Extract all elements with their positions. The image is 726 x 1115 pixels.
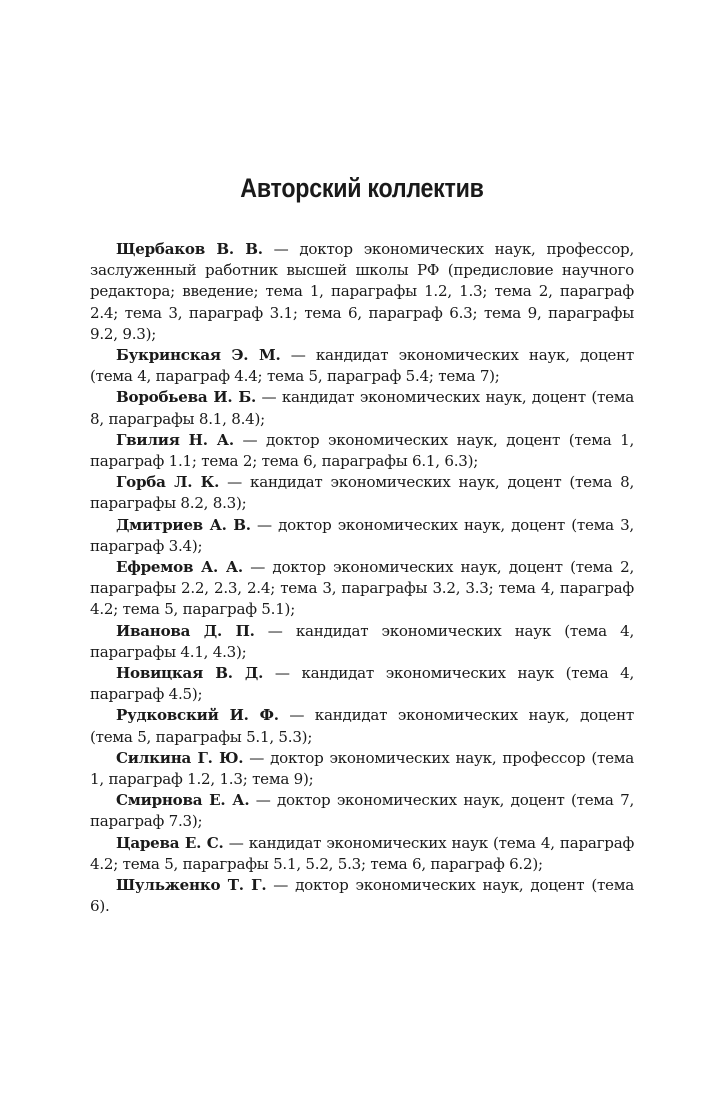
- author-name: Новицкая В. Д.: [116, 664, 264, 683]
- author-description: — кандидат экономических наук, доцент (тема 8, параграфы 8.2, 8.3);: [90, 473, 634, 513]
- author-entry: [90, 557, 634, 621]
- author-entry: [90, 748, 634, 790]
- author-description: — кандидат экономических наук, доцент (тема 5, параграфы 5.1, 5.3);: [90, 706, 635, 746]
- author-description: — кандидат экономических наук, доцент (тема 8, параграфы 8.1, 8.4);: [90, 388, 634, 428]
- author-description: — доктор экономических наук, доцент (тема 2, параграфы 2.2, 2.3, 2.4; тема 3, параграфы 3.2, 3.3; тема 4, параграф 4.2; тема 5, параграф 5.1);: [90, 558, 634, 619]
- author-entry: [90, 833, 634, 875]
- author-entry: [90, 239, 634, 345]
- author-name: Воробьева И. Б.: [116, 388, 256, 407]
- author-entry: [90, 387, 634, 429]
- author-name: Царева Е. С.: [116, 833, 224, 852]
- author-description: — доктор экономических наук, доцент (тема 6).: [90, 876, 634, 916]
- author-description: — доктор экономических наук, доцент (тема 7, параграф 7.3);: [90, 791, 634, 831]
- author-description: — доктор экономических наук, профессор (тема 1, параграф 1.2, 1.3; тема 9);: [90, 748, 634, 789]
- author-description: — доктор экономических наук, доцент (тема 3, параграф 3.4);: [90, 515, 634, 555]
- author-name: Горба Л. К.: [116, 473, 220, 492]
- author-name: Силкина Г. Ю.: [116, 748, 244, 767]
- author-entry: [90, 663, 634, 705]
- author-entry: [90, 790, 634, 832]
- author-name: Смирнова Е. А.: [116, 791, 250, 810]
- author-description: — кандидат экономических наук (тема 4, параграфы 4.1, 4.3);: [90, 621, 634, 661]
- author-entry: [90, 345, 634, 387]
- author-name: Щербаков В. В.: [116, 240, 263, 258]
- author-name: Рудковский И. Ф.: [116, 706, 279, 725]
- page-title: Авторский коллектив: [240, 173, 484, 203]
- author-description: — кандидат экономических наук, доцент (тема 4, параграф 4.4; тема 5, параграф 5.4; тема 7);: [90, 346, 635, 386]
- author-name: Дмитриев А. В.: [116, 515, 251, 534]
- author-description: — доктор экономических наук, доцент (тема 1, параграф 1.1; тема 2; тема 6, параграфы 6.1, 6.3);: [90, 430, 634, 471]
- author-entry: [90, 430, 634, 472]
- author-entry: [90, 621, 634, 663]
- author-entry: [90, 472, 634, 514]
- authors-list: [90, 239, 634, 918]
- author-name: Гвилия Н. А.: [116, 430, 234, 449]
- author-name: Ефремов А. А.: [116, 558, 243, 577]
- author-entry: [90, 875, 634, 917]
- author-name: Шульженко Т. Г.: [116, 876, 267, 895]
- author-name: Букринская Э. М.: [116, 346, 281, 365]
- author-description: — кандидат экономических наук (тема 4, параграф 4.5);: [90, 664, 634, 704]
- author-entry: [90, 705, 634, 747]
- author-name: Иванова Д. П.: [116, 621, 255, 640]
- author-description: — кандидат экономических наук (тема 4, параграф 4.2; тема 5, параграфы 5.1, 5.2, 5.3; тема 6, параграф 6.2);: [90, 833, 635, 873]
- author-entry: [90, 515, 634, 557]
- author-description: — доктор экономических наук, профессор, заслуженный работник высшей школы РФ (предисловие научного редактора; введение; тема 1, параграфы 1.2, 1.3; тема 2, параграф 2.4; тема 3, параграф 3.1; тема 6, параграф 6.3; тема 9, параграфы 9.2, 9.3);: [90, 240, 634, 343]
